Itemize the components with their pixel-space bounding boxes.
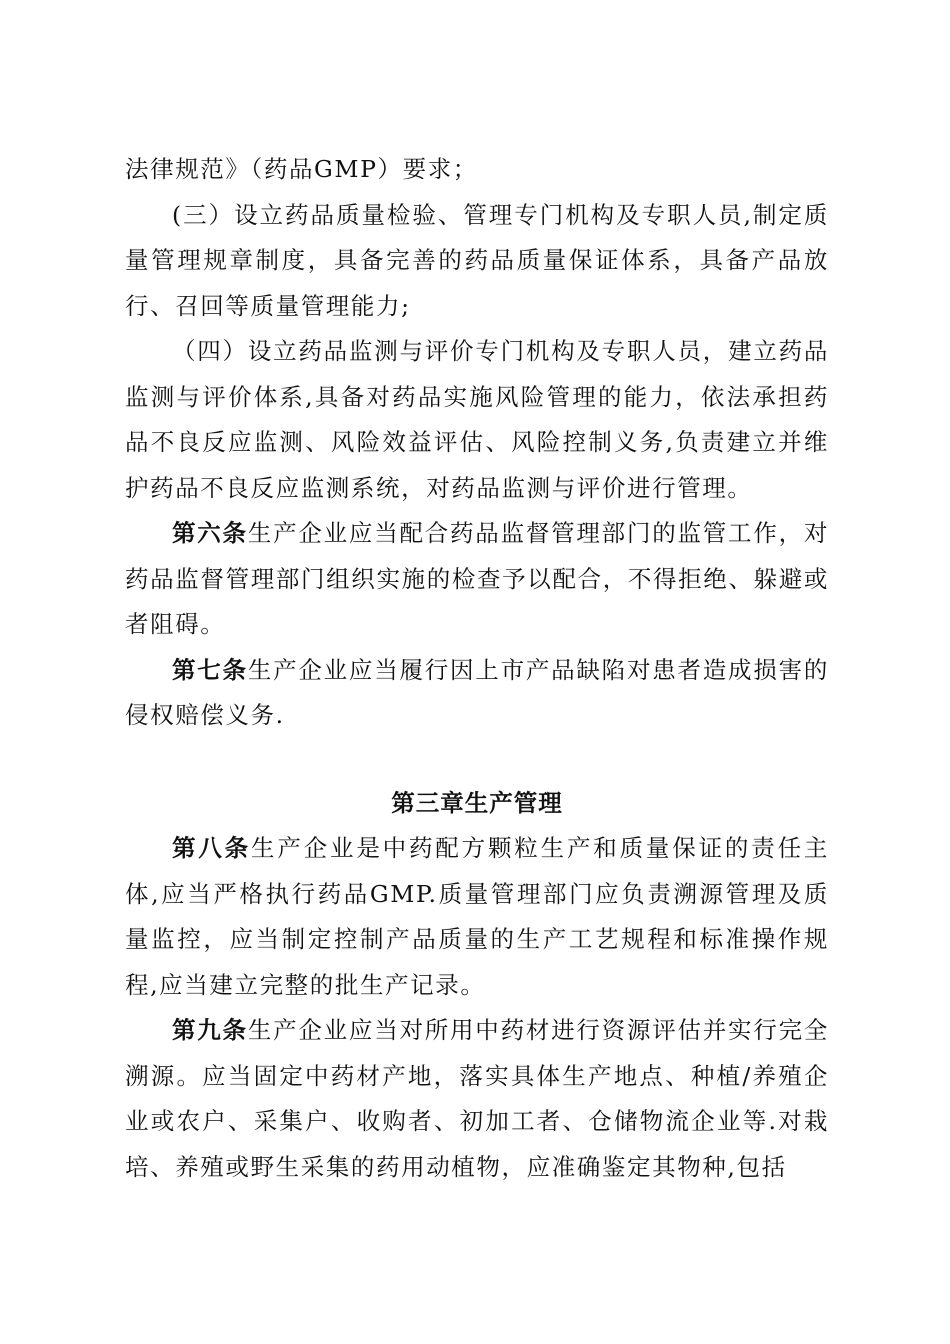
article-6 <box>125 511 829 648</box>
chapter-title: 第三章生产管理 <box>391 788 563 817</box>
paragraph-item-4: （四）设立药品监测与评价专门机构及专职人员，建立药品监测与评价体系,具备对药品实施风险管理的能力，依法承担药品不良反应监测、风险效益评估、风险控制义务,负责建立并维护药品不良反应监测系统，对药品监测与评价进行管理。 <box>125 337 829 502</box>
article-8 <box>125 826 829 1008</box>
article-9 <box>125 1008 829 1190</box>
article-9-text: 生产企业应当对所用中药材进行资源评估并实行完全溯源。应当固定中药材产地，落实具体生产地点、种植/养殖企业或农户、采集户、收购者、初加工者、仓储物流企业等.对栽培、养殖或野生采集的药用动植物，应准确鉴定其物种,包括 <box>125 1016 829 1181</box>
article-7-label: 第七条 <box>172 655 248 684</box>
chapter-spacer <box>125 739 829 781</box>
article-9-label: 第九条 <box>172 1016 248 1044</box>
paragraph-item-3: (三）设立药品质量检验、管理专门机构及专职人员,制定质量管理规章制度，具备完善的药品质量保证体系，具备产品放行、召回等质量管理能力; <box>125 200 829 320</box>
article-8-text: 生产企业是中药配方颗粒生产和质量保证的责任主体,应当严格执行药品GMP.质量管理部门应负责溯源管理及质量监控，应当制定控制产品质量的生产工艺规程和标准操作规程,应当建立完整的批生产记录。 <box>125 834 829 999</box>
article-7 <box>125 648 829 739</box>
article-6-text: 生产企业应当配合药品监督管理部门的监管工作，对药品监督管理部门组织实施的检查予以配合，不得拒绝、躲避或者阻碍。 <box>125 519 829 638</box>
article-7-text: 生产企业应当履行因上市产品缺陷对患者造成损害的侵权赔偿义务. <box>125 655 829 729</box>
paragraph-gmp-requirement: 法律规范》（药品GMP）要求； <box>125 155 478 183</box>
article-8-label: 第八条 <box>172 834 251 862</box>
document-page <box>125 147 829 1190</box>
article-6-label: 第六条 <box>172 519 248 547</box>
